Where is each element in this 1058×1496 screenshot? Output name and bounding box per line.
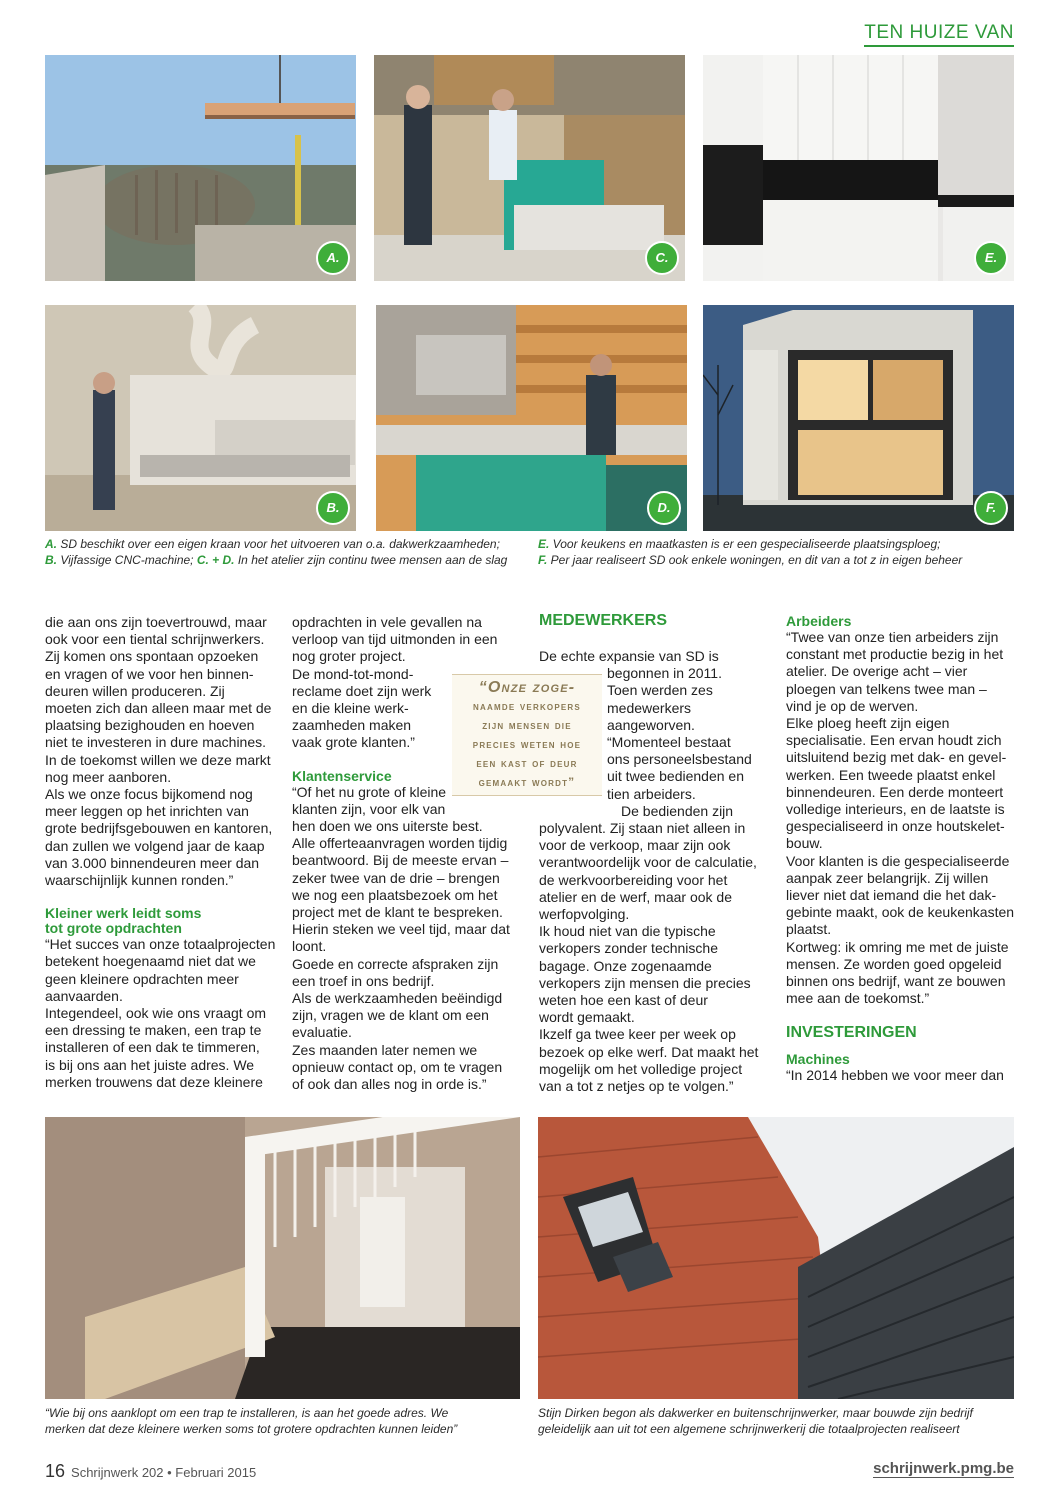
website-link[interactable]: schrijnwerk.pmg.be [873,1460,1014,1477]
pull-quote-line: zijn mensen die [482,718,572,732]
text-line: atelier. De overige acht – vier [786,663,968,680]
pull-quote-line: naamde verkopers [473,699,581,713]
text-line: ons personeelsbestand [607,751,752,768]
caption-label-e: E. [538,537,550,551]
text-line: vind je op de werven. [786,697,919,714]
text-line: aanvaarden. [45,987,123,1004]
photo-staircase [45,1117,520,1399]
text-line: verantwoordelijk voor de calculatie, [539,854,757,871]
text-line: volledige interieurs, en de laatste is [786,801,1005,818]
photo-panel-saw [376,305,687,531]
photo-roof [538,1117,1014,1399]
text-line: geen kleinere opdrachten meer [45,970,239,987]
publication-info: Schrijnwerk 202 • Februari 2015 [71,1465,257,1480]
text-line: een dressing te maken, een trap te [45,1022,262,1039]
photo-modern-house [703,305,1014,531]
text-line: project met de klant te bespreken. [292,904,503,921]
text-line: wordt gemaakt. [539,1009,635,1026]
text-line: atelier en de werf, maar ook de [539,888,732,905]
text-line: tien arbeiders. [607,785,696,802]
caption-label-a: A. [45,537,57,551]
caption-staircase: “Wie bij ons aanklopt om een trap te installeren, is aan het goede adres. We merken dat deze kleinere werken soms tot grotere opdrachten kunnen leiden” [45,1406,458,1436]
caption-label-cd: C. + D. [196,553,235,567]
caption-label-b: B. [45,553,57,567]
text-line: begonnen in 2011. [607,665,722,682]
text-line: moeten zich dan alleen maar met de [45,700,272,717]
text-line: Hierin steken we veel tijd, maar dat [292,921,510,938]
text-line: verkopers zonder technische [539,940,718,957]
article-column-3 [539,648,771,1095]
subhead-arbeiders: Arbeiders [786,613,852,629]
text-line: verloop van tijd uitmonden in een [292,631,498,648]
text-line: hen doen we ons uiterste best. [292,818,483,835]
page-number: 16 [45,1461,66,1481]
text-line: nog groter project. [292,648,406,665]
text-line: Goede en correcte afspraken zijn [292,955,499,972]
text-line: De echte expansie van SD is [539,648,719,664]
text-line: binnen ons bedrijf, want ze bouwen [786,973,1006,990]
text-line: Voor klanten is die gespecialiseerde [786,852,1010,869]
photo-crane [45,55,356,281]
footer [45,1461,256,1482]
caption-text-b: Vijfassige CNC-machine; [57,553,197,567]
text-line: deuren willen produceren. Zij [45,682,225,699]
text-line: Kortweg: ik omring me met de juiste [786,938,1009,955]
text-line: In de toekomst willen we deze markt [45,751,271,768]
text-line: bezoek op elke werf. Dat maakt het [539,1043,759,1060]
caption-text-cd: In het atelier zijn continu twee mensen aan de slag [234,553,508,567]
caption-right [538,536,1014,568]
text-line: binnendeuren. Een derde monteert [786,783,1004,800]
photo-badge-f: F. [974,491,1008,525]
subhead-klantenservice: Klantenservice [292,767,392,784]
section-investeringen: INVESTERINGEN [786,1024,917,1042]
text-line: Ik houd niet van die typische [539,923,716,940]
text-line: van a tot z netjes op te volgen.” [539,1078,734,1095]
article-column-1 [45,614,277,1091]
text-line: Integendeel, ook wie ons vraagt om [45,1005,267,1022]
text-line: meer leggen op het inrichten van [45,803,249,820]
section-tag: TEN HUIZE VAN [864,22,1014,47]
caption-text-f: Per jaar realiseert SD ook enkele woningen, en dit van a tot z in eigen beheer [547,553,963,567]
photo-badge-b: B. [316,491,350,525]
text-line: gespecialiseerd in onze houtskelet- [786,818,1005,835]
text-line: plaatsing bezighouden en hoeven [45,717,255,734]
text-line: zeker twee van de drie – brengen [292,869,500,886]
text-line: De bedienden zijn [621,802,734,819]
photo-workshop-meeting [374,55,685,281]
caption-label-f: F. [538,553,548,567]
text-line: evaluatie. [292,1024,352,1041]
text-line: aanpak zeer belangrijk. Zij willen [786,869,989,886]
text-line: “Het succes van onze totaalprojecten [45,936,276,953]
text-line: aangeworven. [607,716,695,733]
text-line: zijn, vragen we de klant om een [292,1007,489,1024]
text-line: mensen. Ze worden goed opgeleid [786,955,1002,972]
text-line: merken trouwens dat deze kleinere [45,1073,263,1090]
text-line: vaak grote klanten.” [292,734,415,751]
text-line: van 3.000 binnendeuren meer dan [45,854,260,871]
text-line: werfopvolging. [539,906,630,923]
text-line: “In 2014 hebben we voor meer dan [786,1067,1004,1084]
text-line: voor de verkoop, maar zijn ook [539,837,731,854]
article-column-4 [786,614,1018,1085]
pull-quote-line: een kast of deur [476,756,578,770]
text-line: Als de werkzaamheden beëindigd [292,990,503,1007]
text-line: we nog een plaatsbezoek om het [292,886,498,903]
text-line: die aan ons zijn toevertrouwd, maar [45,614,267,630]
photo-badge-e: E. [974,241,1008,275]
text-line: nog meer aanboren. [45,768,172,785]
text-line: opdrachten in vele gevallen na [292,614,482,630]
text-line: Toen werden zes [607,682,713,699]
photo-badge-a: A. [316,241,350,275]
text-line: De mond-tot-mond- [292,665,414,682]
text-line: ook voor een tiental schrijnwerkers. [45,631,265,648]
text-line: mee aan de toekomst.” [786,990,930,1007]
caption-text-a: SD beschikt over een eigen kraan voor het uitvoeren van o.a. dakwerkzaamheden; [57,537,500,551]
text-line: en die kleine werk- [292,700,409,717]
text-line: Elke ploeg heeft zijn eigen [786,715,950,732]
text-line: opnieuw contact op, om te vragen [292,1058,503,1075]
text-line: liever niet dat iemand die het dak- [786,887,997,904]
text-line: de werkvoorbereiding voor het [539,871,728,888]
text-line: werken. Een tweede plaatst enkel [786,766,996,783]
caption-text-e: Voor keukens en maatkasten is er een gespecialiseerde plaatsingsploeg; [549,537,941,551]
text-line: beantwoord. Bij de meeste ervan – [292,852,509,869]
photo-badge-c: C. [645,241,679,275]
text-line: medewerkers [607,699,692,716]
text-line: Zes maanden later nemen we [292,1041,478,1058]
pull-quote-line: gemaakt wordt” [478,775,576,789]
text-line: zaamheden maken [292,717,412,734]
text-line: installeren of een dak te timmeren, [45,1039,260,1056]
photo-kitchen [703,55,1014,281]
text-line: gebinte maakt, ook de keukenkasten [786,904,1015,921]
text-line: “Momenteel bestaat [607,734,731,751]
caption-left [45,536,520,568]
subhead-kleiner-werk-1: Kleiner werk leidt soms [45,905,202,922]
text-line: Als we onze focus bijkomend nog [45,786,253,803]
photo-badge-d: D. [647,491,681,525]
pull-quote-line: precies weten hoe [472,737,582,751]
subhead-kleiner-werk-2: tot grote opdrachten [45,920,182,937]
text-line: of ook dan alles nog in orde is.” [292,1076,487,1093]
caption-roof: Stijn Dirken begon als dakwerker en buitenschrijnwerker, maar bouwde zijn bedrijf geleidelijk aan uit tot een algemene schrijnwerkerij die totaalprojecten realiseert [538,1406,973,1436]
text-line: uitsluitend bezig met dak- en gevel- [786,749,1007,766]
text-line: Alle offerteaanvragen worden tijdig [292,835,508,852]
text-line: dan zullen we volgend jaar de kaap [45,837,265,854]
text-line: weten hoe een kast of deur [539,992,708,1009]
pull-quote-line: “Onze zoge- [478,679,576,696]
text-line: reclame doet zijn werk [292,682,432,699]
text-line: polyvalent. Zij staan niet alleen in [539,820,746,837]
text-line: constant met productie bezig in het [786,646,1004,663]
text-line: en vragen of we voor hen binnen- [45,665,254,682]
text-line: “Twee van onze tien arbeiders zijn [786,629,999,645]
text-line: bagage. Onze zogenaamde [539,957,712,974]
text-line: klanten zijn, voor elk van [292,800,446,817]
section-medewerkers: MEDEWERKERS [539,612,668,629]
text-line: Ikzelf ga twee keer per week op [539,1026,736,1043]
text-line: ploegen van telkens twee man – [786,680,987,697]
text-line: loont. [292,938,327,955]
text-line: niet te investeren in dure machines. [45,734,267,751]
text-line: “Of het nu grote of kleine [292,783,447,800]
text-line: verkopers zijn mensen die precies [539,974,751,991]
text-line: een troef in ons bedrijf. [292,972,435,989]
text-line: grote bedrijfsgebouwen en kantoren, [45,820,273,837]
text-line: betekent hoegenaamd niet dat we [45,953,256,970]
text-line: plaatst. [786,921,832,938]
subhead-machines: Machines [786,1051,850,1068]
text-line: Zij komen ons spontaan opzoeken [45,648,259,665]
text-line: is bij ons aan het juiste adres. We [45,1056,255,1073]
text-line: waarschijnlijk kunnen ronden.” [45,872,234,889]
text-line: bouw. [786,835,823,852]
text-line: specialisatie. Een ervan houdt zich [786,732,1002,749]
photo-cnc-machine [45,305,356,531]
text-line: uit twee bedienden en [607,768,744,785]
text-line: mogelijk om het volledige project [539,1060,743,1077]
